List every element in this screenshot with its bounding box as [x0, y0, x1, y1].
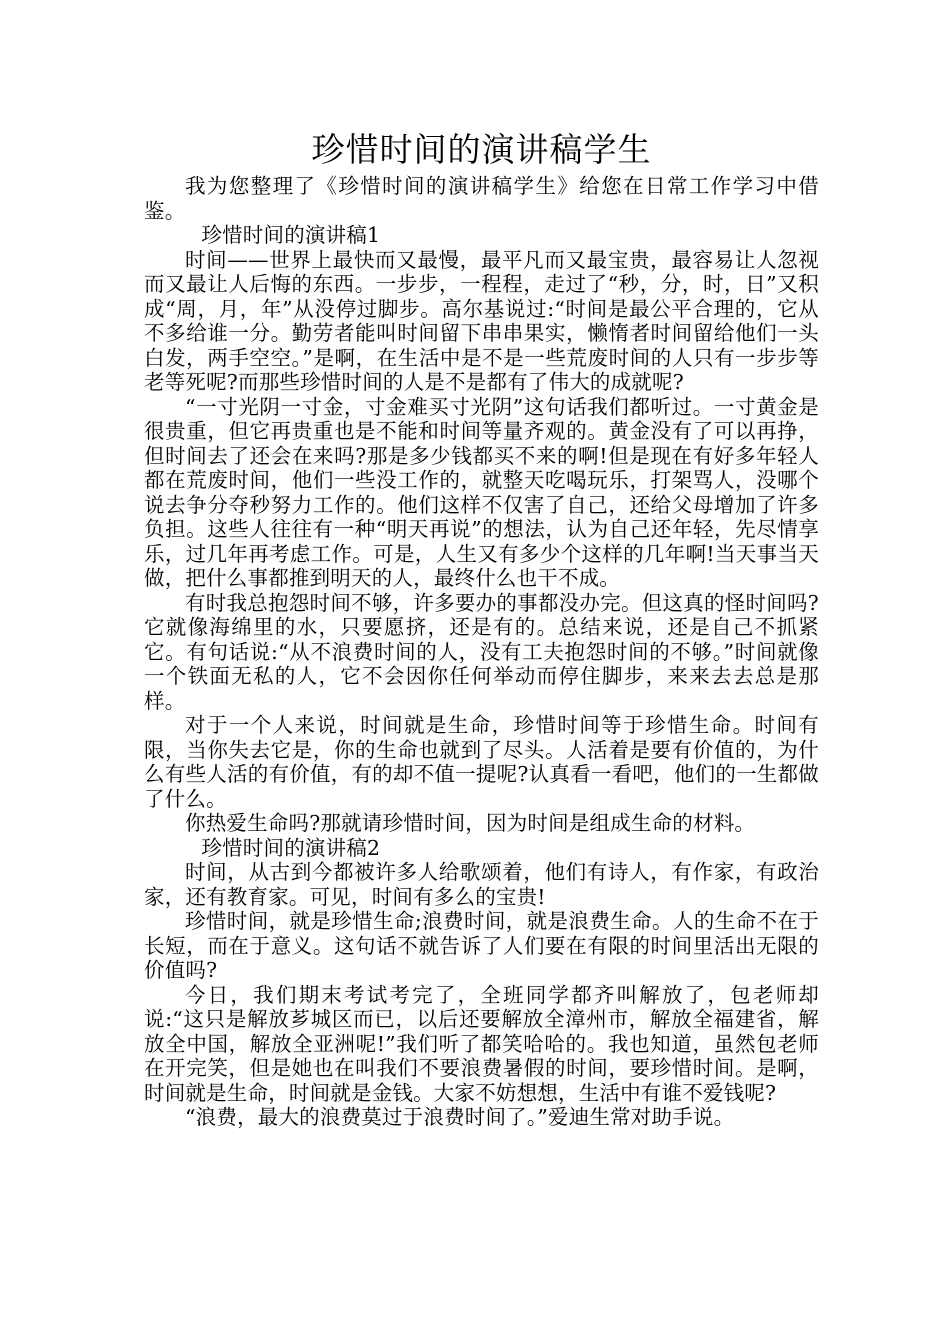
section-heading-1: 珍惜时间的演讲稿1 [201, 223, 381, 247]
body-paragraph: 时间——世界上最快而又最慢，最平凡而又最宝贵，最容易让人忽视而又最让人后悔的东西。一步步，一程程，走过了“秒，分，时，日”又积成“周，月，年”从没停过脚步。高尔基说过:“时间是最公平合理的，它从不多给谁一分。勤劳者能叫时间留下串串果实，懒惰者时间留给他们一头白发，两手空空。”是啊，在生活中是不是一些荒废时间的人只有一步步等老等死呢?而那些珍惜时间的人是不是都有了伟大的成就呢? [144, 247, 819, 394]
body-paragraph: 时间，从古到今都被许多人给歌颂着，他们有诗人，有作家，有政治家，还有教育家。可见，时间有多么的宝贵! [144, 860, 819, 909]
body-paragraph: 珍惜时间，就是珍惜生命;浪费时间，就是浪费生命。人的生命不在于长短，而在于意义。这句话不就告诉了人们要在有限的时间里活出无限的价值吗? [144, 909, 819, 982]
body-paragraph: “浪费，最大的浪费莫过于浪费时间了。”爱迪生常对助手说。 [185, 1105, 735, 1129]
section-heading-2: 珍惜时间的演讲稿2 [201, 835, 381, 860]
intro-paragraph: 我为您整理了《珍惜时间的演讲稿学生》给您在日常工作学习中借鉴。 [144, 174, 819, 223]
body-paragraph: “一寸光阴一寸金，寸金难买寸光阴”这句话我们都听过。一寸黄金是很贵重，但它再贵重也是不能和时间等量齐观的。黄金没有了可以再挣，但时间去了还会在来吗?那是多少钱都买不来的啊!但是现在有好多年轻人都在荒废时间，他们一些没工作的，就整天吃喝玩乐，打架骂人，没哪个说去争分夺秒努力工作的。他们这样不仅害了自己，还给父母增加了许多负担。这些人往往有一种“明天再说”的想法，认为自己还年轻，先尽情享乐，过几年再考虑工作。可是，人生又有多少个这样的几年啊!当天事当天做，把什么事都推到明天的人，最终什么也干不成。 [144, 394, 819, 590]
body-paragraph: 对于一个人来说，时间就是生命，珍惜时间等于珍惜生命。时间有限，当你失去它是，你的生命也就到了尽头。人活着是要有价值的，为什么有些人活的有价值，有的却不值一提呢?认真看一看吧，他们的一生都做了什么。 [144, 713, 819, 811]
body-paragraph: 今日，我们期末考试考完了，全班同学都齐叫解放了，包老师却说:“这只是解放芗城区而已，以后还要解放全漳州市，解放全福建省，解放全中国，解放全亚洲呢!”我们听了都笑哈哈的。我也知道，虽然包老师在开完笑，但是她也在叫我们不要浪费暑假的时间，要珍惜时间。是啊，时间就是生命，时间就是金钱。大家不妨想想，生活中有谁不爱钱呢? [144, 982, 819, 1105]
document-page [144, 128, 819, 1130]
body-paragraph: 你热爱生命吗?那就请珍惜时间，因为时间是组成生命的材料。 [185, 811, 756, 835]
document-title: 珍惜时间的演讲稿学生 [311, 130, 652, 169]
body-paragraph: 有时我总抱怨时间不够，许多要办的事都没办完。但这真的怪时间吗?它就像海绵里的水，只要愿挤，还是有的。总结来说，还是自己不抓紧它。有句话说:“从不浪费时间的人，没有工夫抱怨时间的不够。”时间就像一个铁面无私的人，它不会因你任何举动而停住脚步，来来去去总是那样。 [144, 590, 819, 713]
